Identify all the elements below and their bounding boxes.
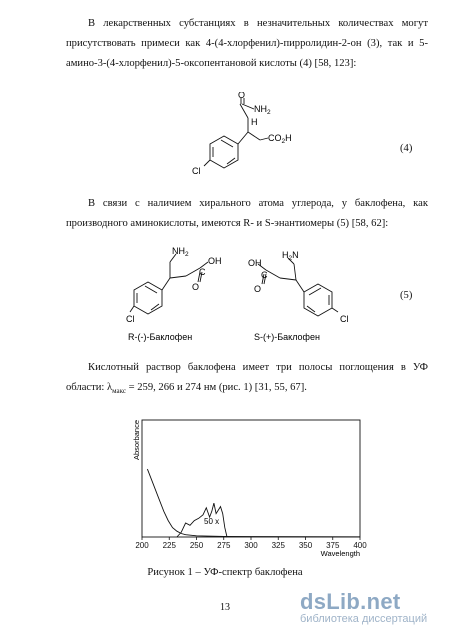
x-tick-label: 200 (135, 541, 149, 550)
label-oh: OH (208, 256, 222, 266)
structure-5-diagram (120, 242, 370, 347)
watermark (300, 589, 440, 625)
watermark-subtitle: библиотека диссертаций (300, 613, 428, 625)
x-tick-label: 400 (353, 541, 367, 550)
equation-number-4: (4) (400, 143, 413, 154)
x-tick-label: 275 (217, 541, 231, 550)
uv-spectrum-chart (128, 410, 368, 560)
plot-frame (142, 420, 360, 537)
lambda-prefix: области: λ (66, 382, 113, 393)
label-co2h: $CO_2H$ (268, 133, 292, 145)
label-nh2: $NH_2$ (172, 246, 189, 258)
label-h2n: $H_2N$ (282, 250, 299, 262)
paragraph-line: производного аминокислоты, имеются R- и S-энантиомеры (5) [58, 62]: (66, 218, 389, 229)
paragraph-line: присутствовать примеси как 4-(4-хлорфенил)-пирролидин-2-он (3), так и 5- (66, 38, 428, 49)
page-number: 13 (220, 602, 230, 613)
paragraph-line: В связи с наличием хирального атома углерода, у баклофена, как (88, 198, 428, 209)
paragraph-line: В лекарственных субстанциях в незначительных количествах могут (88, 18, 428, 29)
spectrum-line-50x (177, 503, 227, 537)
lambda-subscript: макс (112, 387, 126, 396)
label-c: C (199, 267, 206, 277)
label-o: O (254, 284, 262, 294)
label-o: O (238, 92, 246, 100)
paragraph-line: Кислотный раствор баклофена имеет три полосы поглощения в УФ (88, 362, 428, 373)
structure-4-diagram (180, 92, 300, 187)
caption-r-baclofen: R-(-)-Баклофен (128, 332, 193, 342)
x-tick-label: 375 (326, 541, 340, 550)
label-oh: OH (248, 258, 262, 268)
paragraph-line (66, 378, 428, 401)
chart-annotation: 50 x (204, 517, 220, 526)
paragraph-impurities (66, 14, 428, 74)
label-c: C (261, 270, 268, 280)
y-axis-label: Absorbance (132, 419, 141, 460)
label-cl: Cl (340, 314, 349, 324)
lambda-values: = 259, 266 и 274 нм (рис. 1) [31, 55, 67]. (125, 382, 307, 393)
label-o: O (192, 282, 200, 292)
figure-caption: Рисунок 1 – УФ-спектр баклофена (147, 567, 303, 578)
label-cl: Cl (192, 166, 201, 176)
label-cl: Cl (126, 314, 135, 324)
label-h: H (251, 117, 258, 127)
paragraph-enantiomers (66, 194, 428, 234)
x-tick-label: 325 (271, 541, 285, 550)
paragraph-uv-bands (66, 358, 428, 401)
x-tick-label: 250 (189, 541, 204, 550)
x-tick-label: 300 (244, 541, 258, 550)
x-axis-label: Wavelength (320, 549, 360, 558)
x-tick-label: 225 (162, 541, 176, 550)
label-nh2: $NH_2$ (254, 104, 271, 116)
caption-s-baclofen: S-(+)-Баклофен (254, 332, 320, 342)
equation-number-5: (5) (400, 290, 413, 301)
spectrum-line (147, 469, 360, 537)
paragraph-line: амино-3-(4-хлорфенил)-5-оксопентановой кислоты (4) [58, 123]: (66, 58, 357, 69)
x-tick-label: 350 (298, 541, 313, 550)
watermark-brand: dsLib.net (300, 589, 401, 614)
